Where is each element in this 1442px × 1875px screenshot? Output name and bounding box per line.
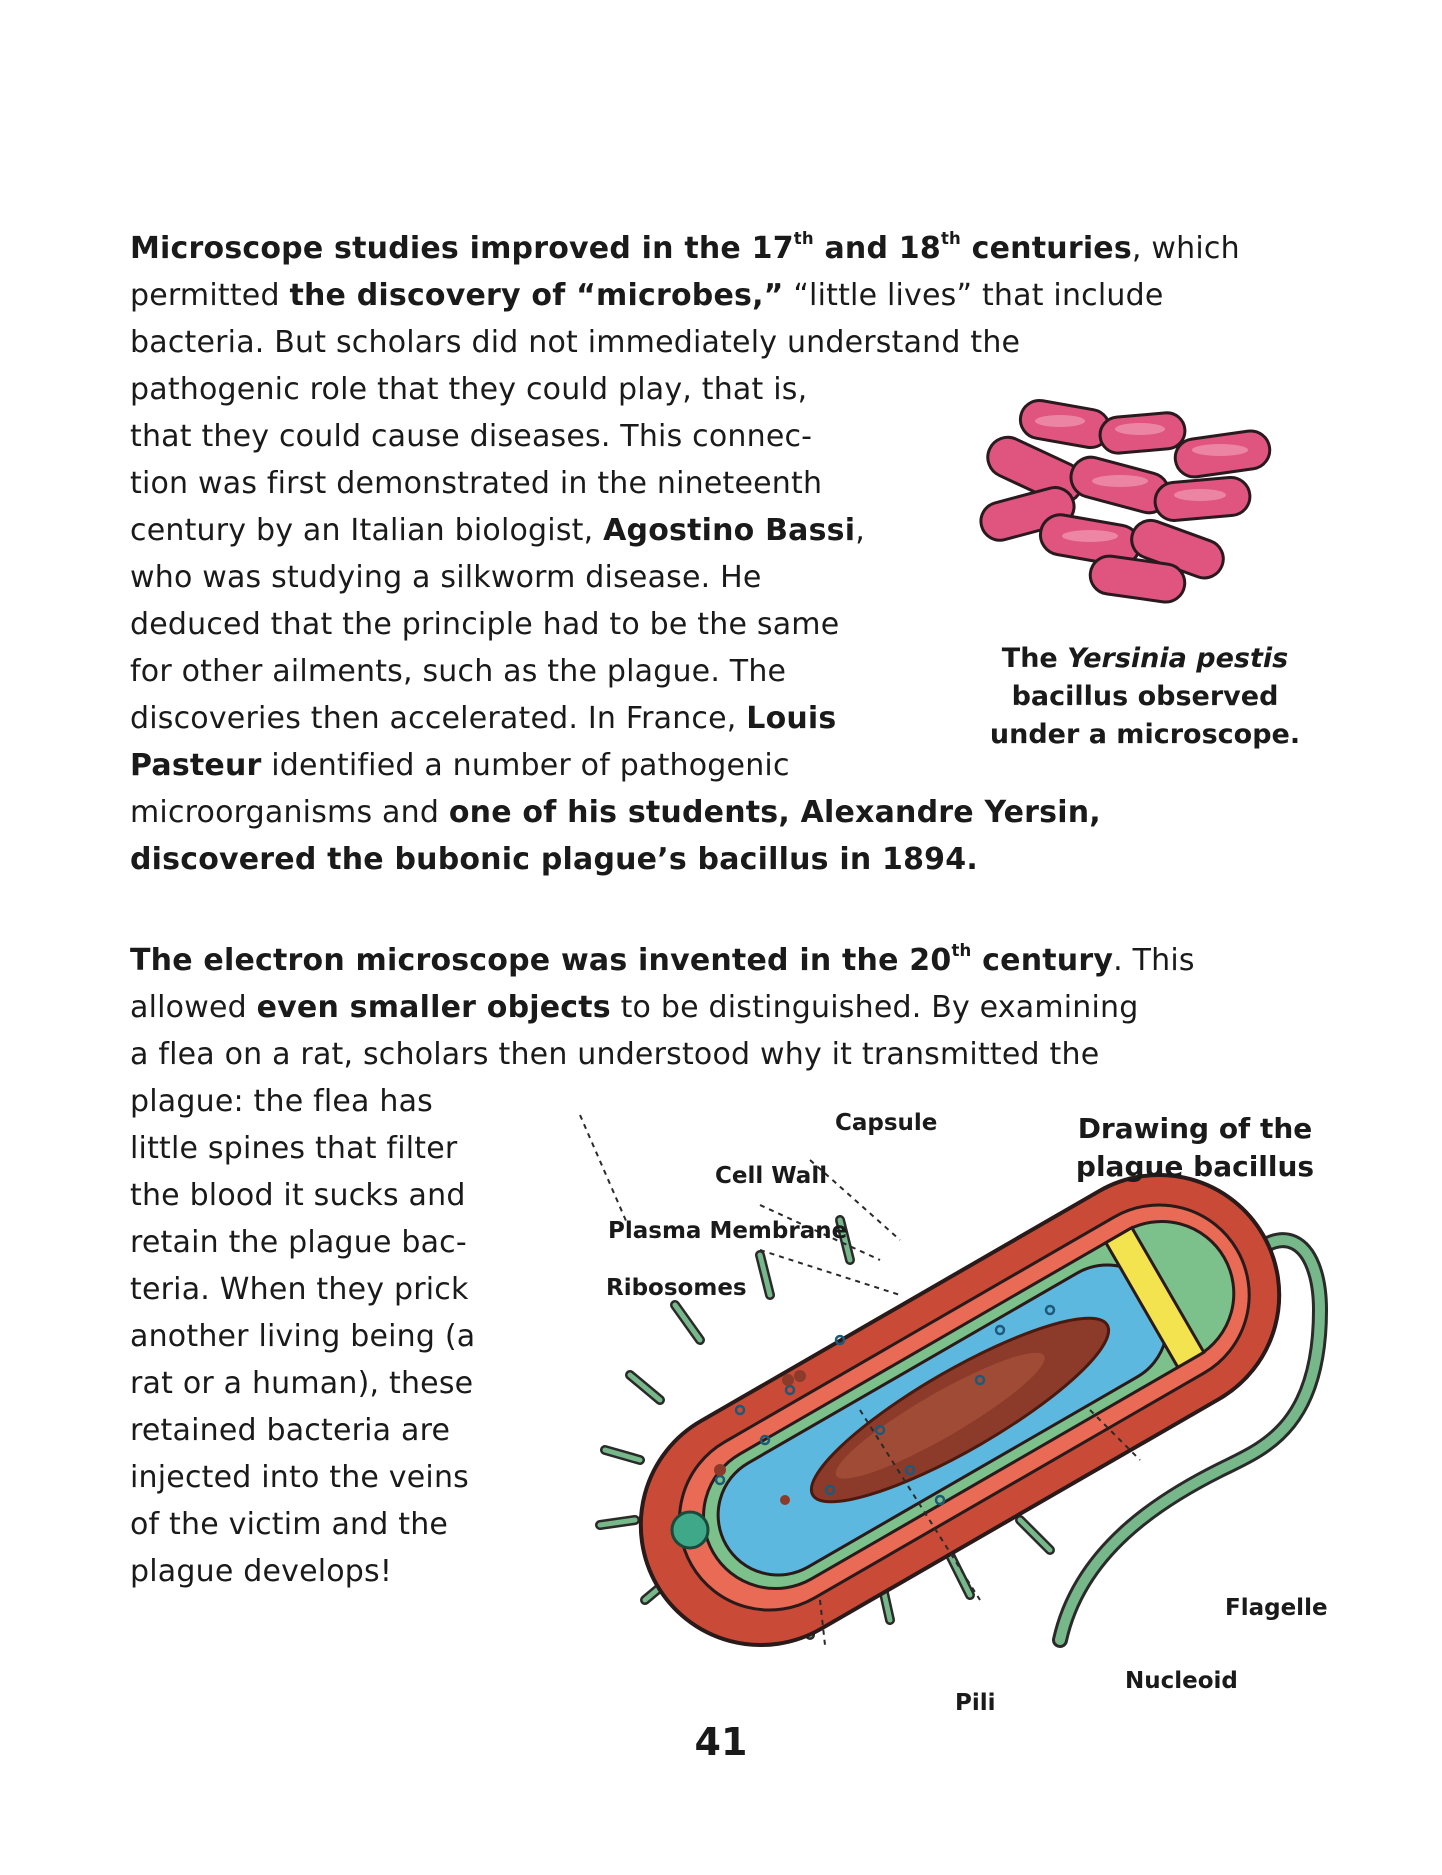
text-line: discovered the bubonic plague’s bacillus in 1894.: [130, 842, 978, 877]
text-line: retained bacteria are: [130, 1413, 451, 1448]
text-line: another living being (a: [130, 1319, 476, 1354]
inclusion-body: [672, 1512, 708, 1548]
text-line: plague develops!: [130, 1554, 393, 1589]
page-number: 41: [694, 1720, 748, 1764]
label-nucleoid: Nucleoid: [1125, 1668, 1238, 1694]
text-line: who was studying a silkworm disease. He: [130, 560, 762, 595]
text-line: permitted the discovery of “microbes,” “little lives” that include: [130, 278, 1164, 313]
caption-line: The Yersinia pestis: [1001, 643, 1289, 674]
text-line: microorganisms and one of his students, Alexandre Yersin,: [130, 795, 1101, 830]
text-line: plague: the flea has: [130, 1084, 433, 1119]
text-line: century by an Italian biologist, Agostino Bassi,: [130, 513, 865, 548]
text-line: little spines that filter: [130, 1131, 458, 1166]
text-line: that they could cause diseases. This connec-: [130, 419, 813, 454]
label-capsule: Capsule: [835, 1110, 938, 1136]
text-line: Microscope studies improved in the 17th and 18th centuries, which: [130, 228, 1240, 266]
label-flagelle: Flagelle: [1225, 1595, 1328, 1621]
label-cell-wall: Cell Wall: [715, 1163, 828, 1189]
text-line: Pasteur identified a number of pathogenic: [130, 748, 790, 783]
text-line: pathogenic role that they could play, that is,: [130, 372, 808, 407]
label-pili: Pili: [955, 1690, 996, 1716]
text-line: rat or a human), these: [130, 1366, 474, 1401]
text-line: allowed even smaller objects to be distinguished. By examining: [130, 990, 1139, 1025]
label-plasma-membrane: Plasma Membrane: [608, 1218, 848, 1244]
text-line: tion was first demonstrated in the nineteenth: [130, 466, 823, 501]
diagram-title-line: plague bacillus: [1075, 1150, 1315, 1183]
text-line: teria. When they prick: [130, 1272, 469, 1307]
yersinia-pestis-illustration: [980, 395, 1320, 615]
caption-line: bacillus observed: [1011, 681, 1279, 712]
text-line: a flea on a rat, scholars then understood why it transmitted the: [130, 1037, 1100, 1072]
diagram-title: [1060, 1110, 1330, 1186]
text-line: bacteria. But scholars did not immediately understand the: [130, 325, 1021, 360]
text-line: injected into the veins: [130, 1460, 469, 1495]
text-line: for other ailments, such as the plague. The: [130, 654, 787, 689]
illustration-caption: [960, 640, 1330, 754]
diagram-title-line: Drawing of the: [1077, 1112, 1313, 1145]
text-line: retain the plague bac-: [130, 1225, 467, 1260]
label-ribosomes: Ribosomes: [606, 1275, 747, 1301]
text-line: the blood it sucks and: [130, 1178, 466, 1213]
caption-line: under a microscope.: [989, 719, 1301, 750]
text-line: The electron microscope was invented in the 20th century. This: [130, 940, 1195, 978]
text-line: deduced that the principle had to be the same: [130, 607, 840, 642]
text-line: discoveries then accelerated. In France, Louis: [130, 701, 837, 736]
text-line: of the victim and the: [130, 1507, 449, 1542]
